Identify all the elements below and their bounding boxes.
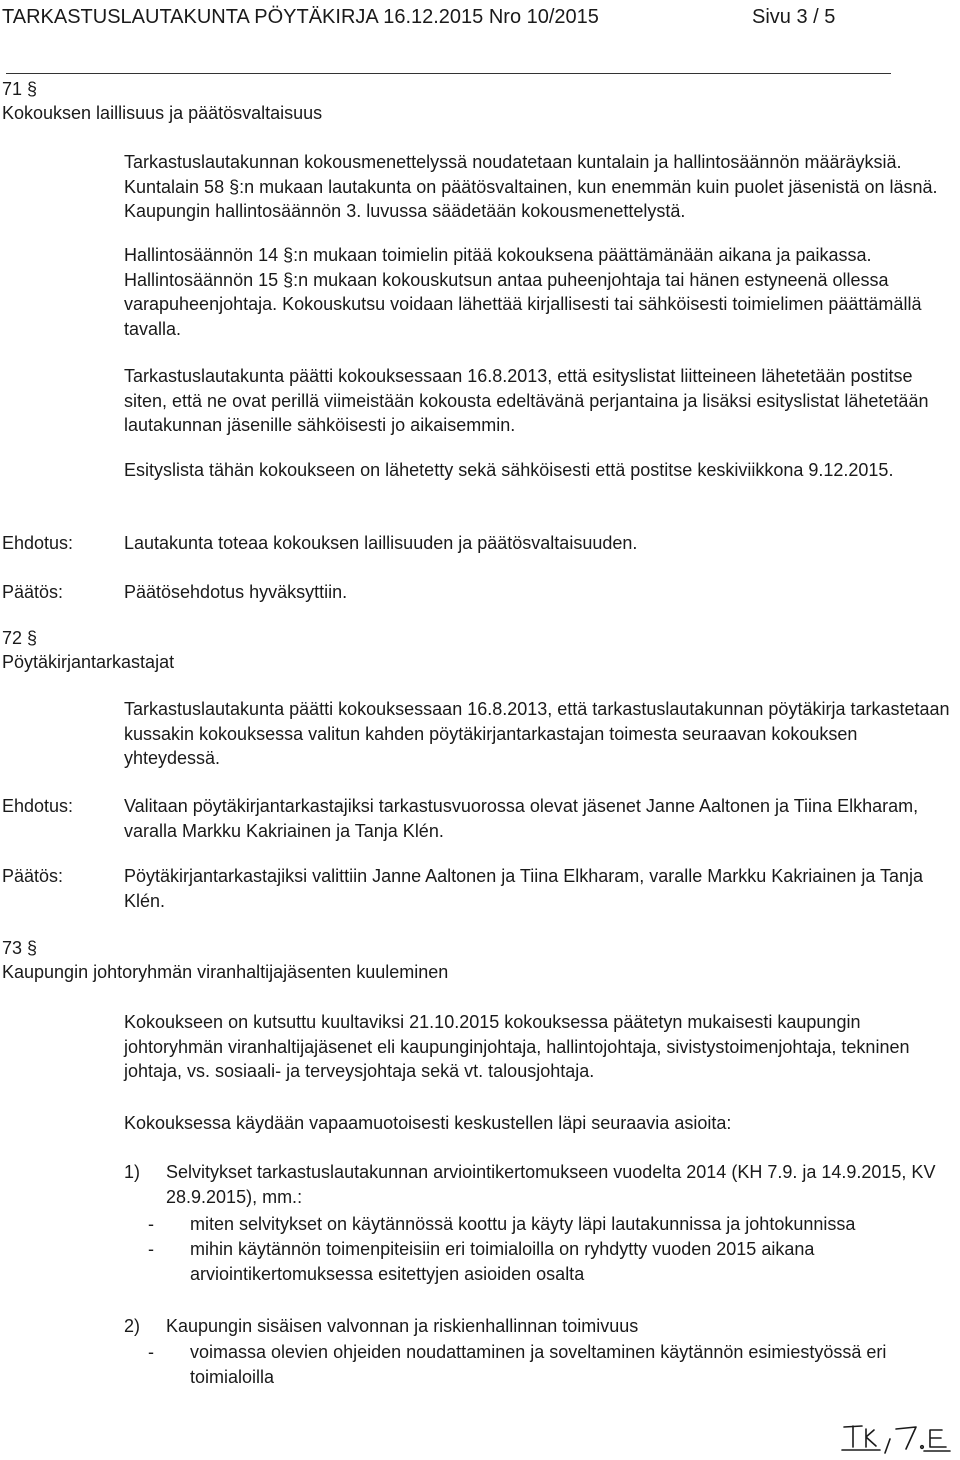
section-72-decision: Pöytäkirjantarkastajiksi valittiin Janne Aaltonen ja Tiina Elkharam, varalle Markku Kakriainen ja Tanja Klén.	[124, 866, 924, 911]
section-71-decision-label: Päätös:	[2, 582, 64, 602]
agenda-item-2-subitem	[148, 1340, 956, 1389]
section-72-title: Pöytäkirjantarkastajat	[2, 652, 175, 672]
agenda-item-1-number: 1)	[124, 1162, 141, 1182]
section-71-proposal: Lautakunta toteaa kokouksen laillisuuden ja päätösvaltaisuuden.	[124, 533, 638, 553]
section-71-paragraph-4: Esityslista tähän kokoukseen on lähetetty sekä sähköisesti että postitse keskiviikkona 9.12.2015.	[124, 460, 894, 480]
dash-bullet: -	[148, 1342, 154, 1362]
section-72-decision-label: Päätös:	[2, 866, 64, 886]
dash-bullet: -	[148, 1239, 154, 1259]
agenda-item-1-subitem	[148, 1237, 956, 1286]
reviewer-initials-signature	[838, 1417, 958, 1457]
section-71-number: 71 §	[2, 79, 38, 99]
dash-bullet: -	[148, 1214, 154, 1234]
section-71-paragraph-2: Hallintosäännön 14 §:n mukaan toimielin pitää kokouksena päättämänään aikana ja paikassa. Hallintosäännön 15 §:n mukaan kokouskutsun antaa puheenjohtaja tai hänen estyneenä ollessa varapuheenjohtaja. Kokouskutsu voidaan lähettää kirjallisesti tai sähköisesti toimielimen päättämällä tavalla.	[124, 245, 922, 339]
agenda-item-2-number: 2)	[124, 1316, 141, 1336]
section-71-paragraph-3: Tarkastuslautakunta päätti kokouksessaan 16.8.2013, että esityslistat liitteineen lähetetään postitse siten, että ne ovat perillä viimeistään kokousta edeltävänä perjantaina ja lisäksi esityslistat lähetetään lautakunnan jäsenille sähköisesti jo aikaisemmin.	[124, 366, 929, 435]
section-73-paragraph-1: Kokoukseen on kutsuttu kuultaviksi 21.10.2015 kokouksessa päätetyn mukaisesti kaupungin johtoryhmän viranhaltijajäsenet eli kaupunginjohtaja, hallintojohtaja, sivistystoimenjohtaja, tekninen johtaja, vs. sosiaali- ja terveysjohtaja sekä vt. talousjohtaja.	[124, 1012, 910, 1081]
agenda-item-2	[124, 1314, 956, 1339]
section-72-proposal: Valitaan pöytäkirjantarkastajiksi tarkastusvuorossa olevat jäsenet Janne Aaltonen ja Tiina Elkharam, varalla Markku Kakriainen ja Tanja Klén.	[124, 796, 919, 841]
section-73-number: 73 §	[2, 938, 38, 958]
section-73-paragraph-2: Kokouksessa käydään vapaamuotoisesti keskustellen läpi seuraavia asioita:	[124, 1113, 732, 1133]
agenda-item-1-subitem-2: mihin käytännön toimenpiteisiin eri toimialoilla on ryhdytty vuoden 2015 aikana arviointikertomuksessa esitettyjen asioiden osalta	[190, 1239, 815, 1284]
section-71-proposal-label: Ehdotus:	[2, 533, 74, 553]
page-number: Sivu 3 / 5	[752, 6, 836, 28]
agenda-item-2-text: Kaupungin sisäisen valvonnan ja riskienhallinnan toimivuus	[166, 1316, 639, 1336]
section-71-decision: Päätösehdotus hyväksyttiin.	[124, 582, 348, 602]
section-71-paragraph-1: Tarkastuslautakunnan kokousmenettelyssä noudatetaan kuntalain ja hallintosäännön määräyksiä. Kuntalain 58 §:n mukaan lautakunta on päätösvaltainen, kun enemmän kuin puolet jäsenistä on läsnä. Kaupungin hallintosäännön 3. luvussa säädetään kokousmenettelystä.	[124, 152, 938, 221]
section-71-title: Kokouksen laillisuus ja päätösvaltaisuus	[2, 103, 323, 123]
agenda-item-1-subitem-1: miten selvitykset on käytännössä koottu ja käyty läpi lautakunnissa ja johtokunnissa	[190, 1214, 856, 1234]
document-title: TARKASTUSLAUTAKUNTA PÖYTÄKIRJA 16.12.2015 Nro 10/2015	[2, 6, 599, 28]
section-73-title: Kaupungin johtoryhmän viranhaltijajäsenten kuuleminen	[2, 962, 449, 982]
agenda-item-1	[124, 1160, 956, 1209]
header-divider	[6, 73, 891, 74]
section-72-number: 72 §	[2, 628, 38, 648]
section-72-paragraph-1: Tarkastuslautakunta päätti kokouksessaan 16.8.2013, että tarkastuslautakunnan pöytäkirja tarkastetaan kussakin kokouksessa valitun kahden pöytäkirjantarkastajan toimesta seuraavan kokouksen yhteydessä.	[124, 699, 950, 768]
agenda-item-2-subitem-1: voimassa olevien ohjeiden noudattaminen ja soveltaminen käytännön esimiestyössä eri toimialoilla	[190, 1342, 887, 1387]
agenda-item-1-subitem	[148, 1212, 956, 1237]
section-72-proposal-label: Ehdotus:	[2, 796, 74, 816]
agenda-item-1-text: Selvitykset tarkastuslautakunnan arviointikertomukseen vuodelta 2014 (KH 7.9. ja 14.9.2015, KV 28.9.2015), mm.:	[166, 1162, 936, 1207]
